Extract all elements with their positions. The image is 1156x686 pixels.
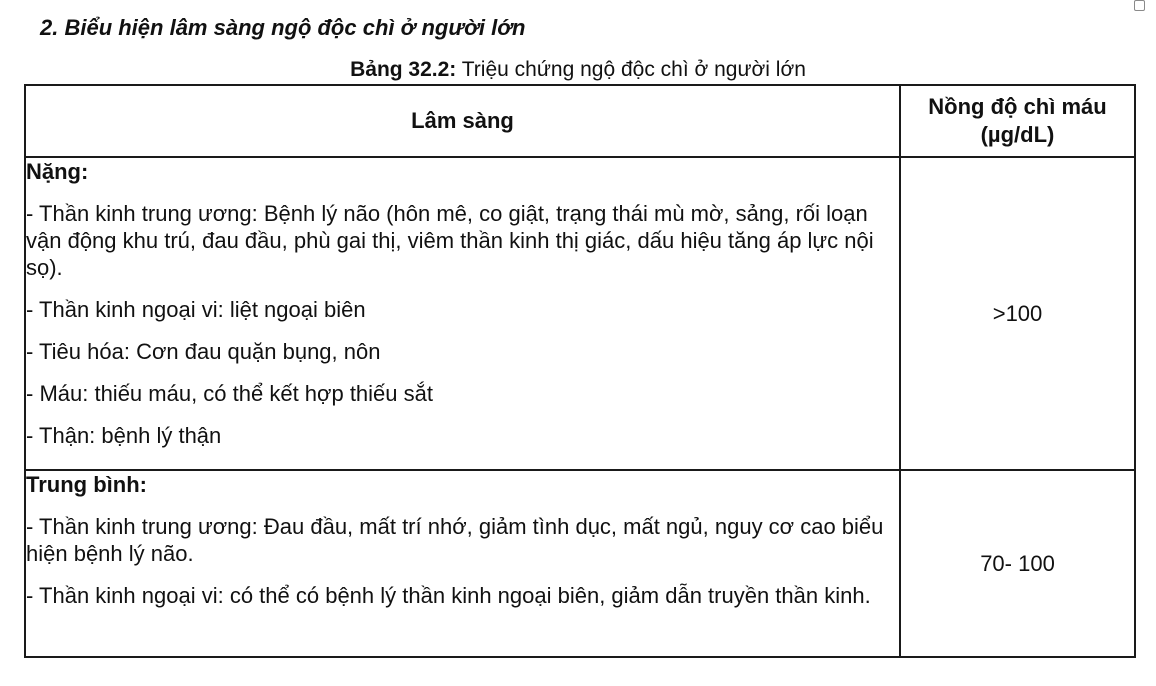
header-level-unit: (µg/dL) bbox=[980, 122, 1055, 147]
header-blood-lead-level bbox=[900, 85, 1135, 157]
clinical-cell-moderate bbox=[25, 470, 900, 657]
table-caption-text: Triệu chứng ngộ độc chì ở người lớn bbox=[456, 58, 806, 81]
symptom-cns-moderate: - Thần kinh trung ương: Đau đầu, mất trí nhớ, giảm tình dục, mất ngủ, nguy cơ cao biểu hiện bệnh lý não. bbox=[26, 514, 884, 566]
table-header-row bbox=[25, 85, 1135, 157]
symptom-peripheral-severe: - Thần kinh ngoại vi: liệt ngoại biên bbox=[26, 297, 366, 322]
symptom-digestive-severe: - Tiêu hóa: Cơn đau quặn bụng, nôn bbox=[26, 339, 381, 364]
symptom-table bbox=[24, 84, 1136, 658]
section-heading: 2. Biểu hiện lâm sàng ngộ độc chì ở người lớn bbox=[40, 15, 526, 40]
table-row-moderate bbox=[25, 470, 1135, 657]
symptom-blood-severe: - Máu: thiếu máu, có thể kết hợp thiếu sắt bbox=[26, 381, 433, 406]
symptom-kidney-severe: - Thận: bệnh lý thận bbox=[26, 423, 222, 448]
level-cell-moderate: 70- 100 bbox=[900, 470, 1135, 657]
table-caption bbox=[0, 58, 1156, 82]
symptom-peripheral-moderate: - Thần kinh ngoại vi: có thể có bệnh lý thần kinh ngoại biên, giảm dẫn truyền thần kinh. bbox=[26, 583, 871, 608]
severity-title-moderate: Trung bình: bbox=[26, 472, 147, 497]
clinical-cell-severe bbox=[25, 157, 900, 470]
header-clinical: Lâm sàng bbox=[25, 85, 900, 157]
header-level-title: Nồng độ chì máu bbox=[928, 94, 1107, 119]
table-caption-label: Bảng 32.2: bbox=[350, 58, 457, 81]
symptom-cns-severe: - Thần kinh trung ương: Bệnh lý não (hôn mê, co giật, trạng thái mù mờ, sảng, rối loạn vận động khu trú, đau đầu, phù gai thị, viêm thần kinh thị giác, dấu hiệu tăng áp lực nội sọ). bbox=[26, 201, 874, 280]
severity-title-severe: Nặng: bbox=[26, 159, 89, 184]
table-row-severe bbox=[25, 157, 1135, 470]
level-cell-severe: >100 bbox=[900, 157, 1135, 470]
window-corner-control[interactable] bbox=[1134, 0, 1145, 11]
